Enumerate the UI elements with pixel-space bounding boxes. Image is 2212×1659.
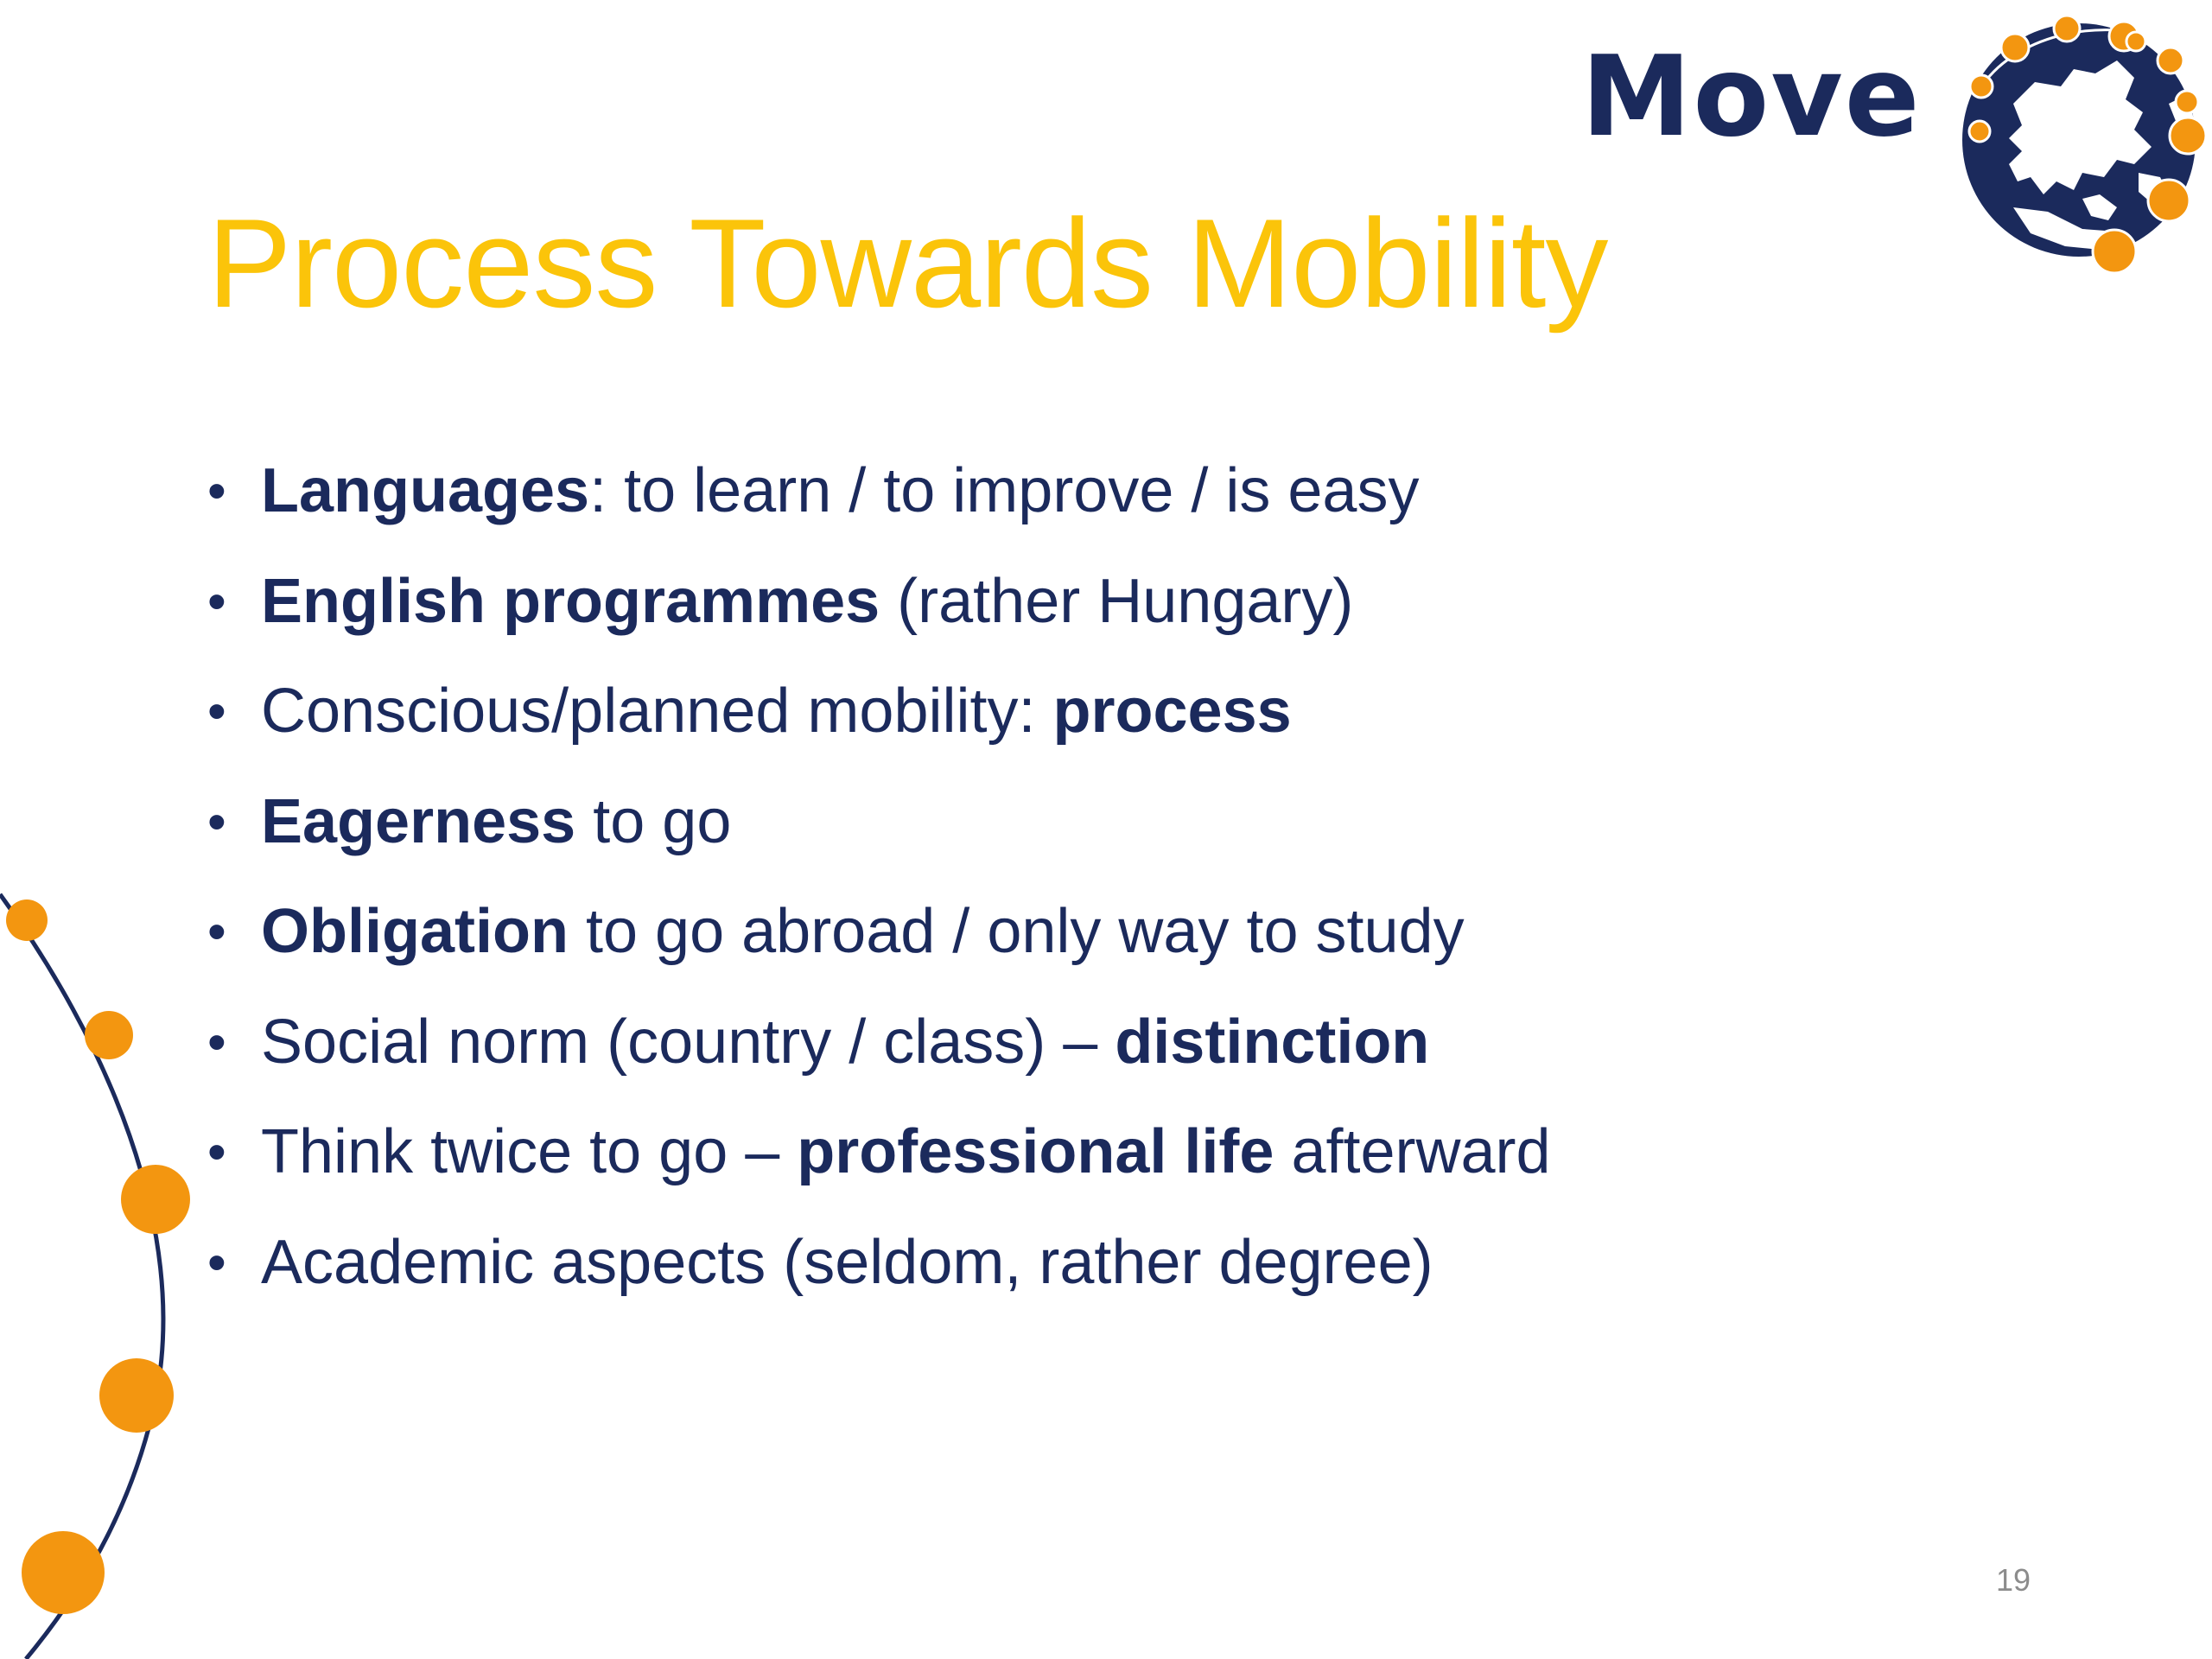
bullet-text: : to learn / to improve / is easy [589, 456, 1420, 525]
bullet-dot-icon: • [207, 1012, 226, 1072]
bullet-dot-icon: • [207, 571, 226, 632]
bullet-dot-icon: • [207, 682, 226, 741]
europe-globe-icon [1564, 0, 2212, 285]
bullet-bold-text: Languages [261, 456, 590, 525]
bullet-text: (rather Hungary) [880, 566, 1354, 636]
page-number: 19 [1996, 1562, 2031, 1598]
bullet-dot-icon: • [207, 461, 226, 521]
bullet-text: Conscious/planned mobility: [261, 677, 1053, 746]
bullet-item [207, 1097, 1551, 1208]
bullet-item [207, 1208, 1551, 1319]
bullet-text: Social norm (country / class) – [261, 1007, 1116, 1077]
bullet-bold-text: professional life [797, 1117, 1274, 1186]
slide-title [207, 193, 1608, 334]
bullet-item [207, 547, 1551, 658]
bullet-item [207, 767, 1551, 878]
bullet-item [207, 436, 1551, 547]
title-rest: Towards Mobility [689, 193, 1608, 334]
bullet-text: Think twice to go – [261, 1117, 798, 1186]
decorative-arc [0, 864, 225, 1659]
bullet-bold-text: Obligation [261, 897, 569, 966]
move-logo [1564, 0, 2212, 285]
bullet-item [207, 877, 1551, 988]
bullet-bold-text: English programmes [261, 566, 880, 636]
bullet-text: Academic aspects (seldom, rather degree) [261, 1227, 1433, 1297]
bullet-item [207, 657, 1551, 767]
title-word-process: Process [207, 193, 658, 334]
bullet-list [207, 436, 1551, 1318]
bullet-bold-text: distinction [1115, 1007, 1430, 1077]
bullet-bold-text: Eagerness [261, 786, 576, 856]
bullet-dot-icon: • [207, 1232, 226, 1293]
bullet-dot-icon: • [207, 902, 226, 962]
logo-text: Move [1581, 33, 1922, 162]
bullet-text: to go [575, 786, 732, 856]
bullet-dot-icon: • [207, 1122, 226, 1182]
bullet-text: to go abroad / only way to study [568, 897, 1465, 966]
bullet-dot-icon: • [207, 791, 226, 852]
bullet-text: afterward [1274, 1117, 1551, 1186]
bullet-bold-text: process [1052, 677, 1292, 746]
bullet-item [207, 988, 1551, 1098]
